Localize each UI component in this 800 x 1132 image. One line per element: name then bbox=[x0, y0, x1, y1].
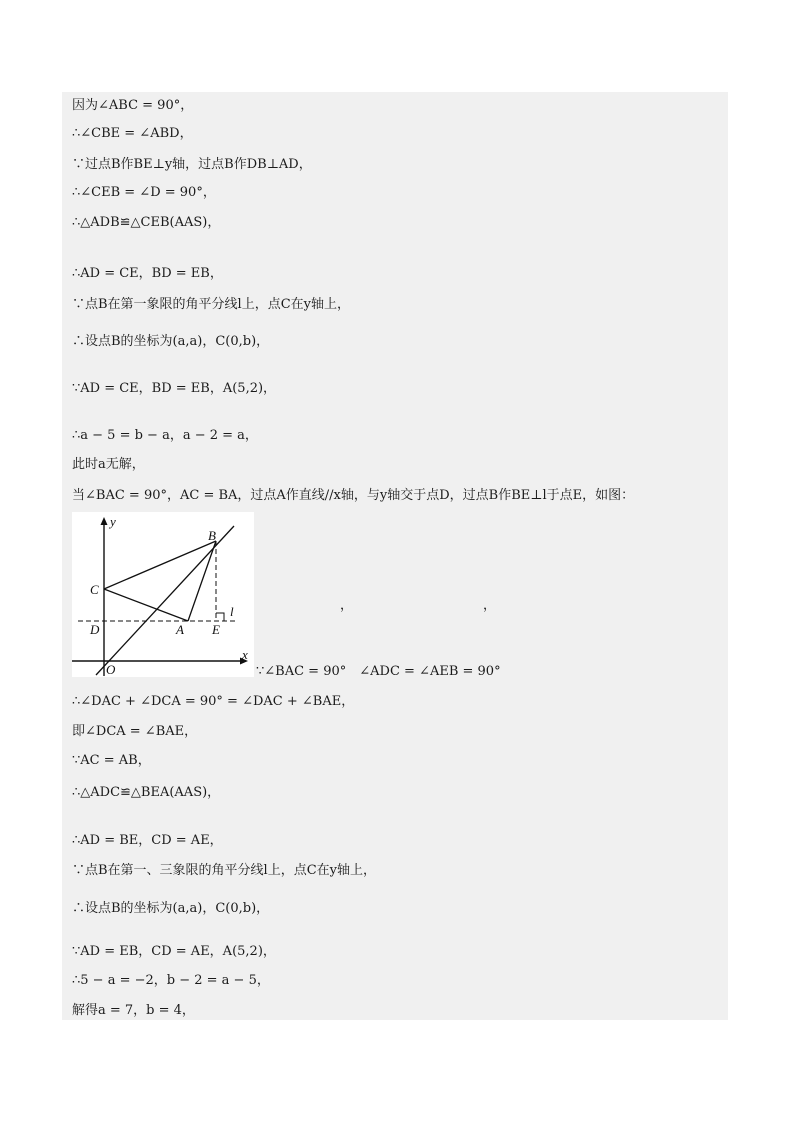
solution-line-11: 此时a无解， bbox=[72, 457, 145, 472]
solution-line-5: ∴△ADB≌△CEB(AAS)， bbox=[72, 215, 221, 230]
solution-line-2: ∴∠CBE = ∠ABD， bbox=[72, 126, 193, 141]
solution-line-4: ∴∠CEB = ∠D = 90°， bbox=[72, 185, 216, 200]
geometry-figure bbox=[72, 512, 254, 677]
label-y: y bbox=[110, 514, 116, 529]
solution-line-1: 因为∠ABC = 90°， bbox=[72, 98, 194, 113]
label-origin: O bbox=[106, 662, 116, 677]
right-angle-mark bbox=[216, 613, 224, 621]
label-D: D bbox=[90, 622, 100, 637]
solution-line-23: 解得a = 7，b = 4， bbox=[72, 1003, 195, 1018]
solution-line-22: ∴5 − a = −2，b − 2 = a − 5， bbox=[72, 973, 270, 988]
y-axis-arrow-icon bbox=[101, 517, 108, 525]
solution-line-16: ∵AC = AB， bbox=[72, 753, 151, 768]
label-A: A bbox=[176, 622, 184, 637]
solution-line-6: ∴AD = CE，BD = EB， bbox=[72, 266, 223, 281]
solution-line-21: ∵AD = EB，CD = AE，A(5,2)， bbox=[72, 944, 276, 959]
solution-line-14: ∴∠DAC + ∠DCA = 90° = ∠DAC + ∠BAE， bbox=[72, 694, 355, 709]
solution-line-15: 即∠DCA = ∠BAE， bbox=[72, 724, 198, 739]
segment-CB bbox=[104, 541, 216, 589]
stray-comma-1: ， bbox=[340, 598, 354, 613]
solution-line-9: ∵AD = CE，BD = EB，A(5,2)， bbox=[72, 381, 277, 396]
coordinate-diagram bbox=[72, 512, 254, 677]
solution-line-3: ∵过点B作BE⊥y轴，过点B作DB⊥AD， bbox=[72, 157, 312, 172]
label-C: C bbox=[90, 582, 99, 597]
solution-line-18: ∴AD = BE，CD = AE， bbox=[72, 833, 223, 848]
label-l: l bbox=[230, 604, 234, 619]
stray-comma-2: ， bbox=[483, 598, 497, 613]
solution-line-19: ∵点B在第一、三象限的角平分线l上，点C在y轴上， bbox=[72, 863, 377, 878]
solution-line-7: ∵点B在第一象限的角平分线l上，点C在y轴上， bbox=[72, 297, 351, 312]
solution-line-17: ∴△ADC≌△BEA(AAS)， bbox=[72, 785, 221, 800]
segment-CA bbox=[104, 589, 188, 621]
segment-AB bbox=[188, 541, 216, 621]
label-x: x bbox=[242, 647, 248, 662]
solution-line-8: ∴设点B的坐标为(a,a)，C(0,b)， bbox=[72, 334, 270, 349]
label-B: B bbox=[208, 528, 216, 543]
solution-line-10: ∴a − 5 = b − a，a − 2 = a， bbox=[72, 428, 258, 443]
solution-line-12: 当∠BAC = 90°，AC = BA，过点A作直线//x轴，与y轴交于点D，过点B作BE⊥l于点E，如图： bbox=[72, 488, 635, 503]
label-E: E bbox=[212, 622, 220, 637]
solution-line-20: ∴设点B的坐标为(a,a)，C(0,b)， bbox=[72, 901, 270, 916]
solution-line-13: ∵∠BAC = 90° ∠ADC = ∠AEB = 90° bbox=[256, 664, 501, 679]
